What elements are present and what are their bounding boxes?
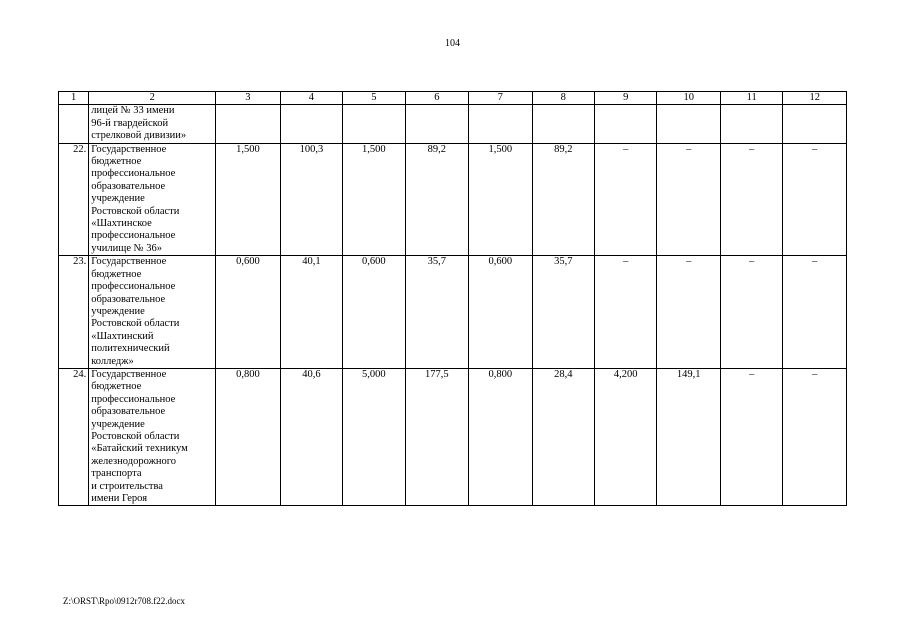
- value-cell: [343, 105, 405, 143]
- value-cell: 149,1: [657, 368, 720, 505]
- column-header: 6: [405, 92, 468, 105]
- table-row: [59, 256, 847, 369]
- value-cell: 0,600: [343, 256, 405, 369]
- institution-name-cell: лицей № 33 имени 96-й гвардейской стрелковой дивизии»: [89, 105, 216, 143]
- column-header: 3: [216, 92, 280, 105]
- value-cell: [280, 105, 342, 143]
- institution-name-cell: Государственное бюджетное профессиональное образовательное учреждение Ростовской области «Шахтинский политехнический колледж»: [89, 256, 216, 369]
- value-cell: [405, 105, 468, 143]
- value-cell: 89,2: [405, 143, 468, 256]
- column-header: 5: [343, 92, 405, 105]
- value-cell: 1,500: [469, 143, 532, 256]
- column-header: 12: [783, 92, 847, 105]
- value-cell: 40,1: [280, 256, 342, 369]
- column-header: 2: [89, 92, 216, 105]
- value-cell: 35,7: [532, 256, 594, 369]
- value-cell: [469, 105, 532, 143]
- column-header: 11: [720, 92, 782, 105]
- value-cell: 0,600: [469, 256, 532, 369]
- file-path-footer: Z:\ORST\Rpo\0912r708.f22.docx: [63, 596, 185, 606]
- value-cell: 0,800: [216, 368, 280, 505]
- value-cell: 0,800: [469, 368, 532, 505]
- value-cell: –: [720, 143, 782, 256]
- value-cell: –: [657, 143, 720, 256]
- column-header: 10: [657, 92, 720, 105]
- value-cell: [783, 105, 847, 143]
- column-header: 4: [280, 92, 342, 105]
- value-cell: 4,200: [595, 368, 657, 505]
- page-number: 104: [445, 38, 460, 49]
- institution-name-cell: Государственное бюджетное профессиональное образовательное учреждение Ростовской области «Батайский техникум железнодорожного транспорта и строительства имени Героя: [89, 368, 216, 505]
- value-cell: –: [783, 256, 847, 369]
- value-cell: –: [783, 143, 847, 256]
- value-cell: –: [783, 368, 847, 505]
- row-number-cell: 22.: [59, 143, 89, 256]
- row-number-cell: 24.: [59, 368, 89, 505]
- data-table: [58, 91, 847, 506]
- column-header: 9: [595, 92, 657, 105]
- column-header: 1: [59, 92, 89, 105]
- value-cell: –: [595, 256, 657, 369]
- value-cell: 89,2: [532, 143, 594, 256]
- table-header-row: [59, 92, 847, 105]
- value-cell: –: [720, 256, 782, 369]
- column-header: 7: [469, 92, 532, 105]
- value-cell: 100,3: [280, 143, 342, 256]
- value-cell: 5,000: [343, 368, 405, 505]
- row-number-cell: [59, 105, 89, 143]
- institution-name-cell: Государственное бюджетное профессиональное образовательное учреждение Ростовской области «Шахтинское профессиональное училище № 36»: [89, 143, 216, 256]
- value-cell: [532, 105, 594, 143]
- table-row: [59, 368, 847, 505]
- value-cell: [720, 105, 782, 143]
- value-cell: 1,500: [216, 143, 280, 256]
- value-cell: –: [657, 256, 720, 369]
- table-row: [59, 143, 847, 256]
- value-cell: 35,7: [405, 256, 468, 369]
- value-cell: [657, 105, 720, 143]
- value-cell: 40,6: [280, 368, 342, 505]
- value-cell: 0,600: [216, 256, 280, 369]
- row-number-cell: 23.: [59, 256, 89, 369]
- value-cell: 1,500: [343, 143, 405, 256]
- table-row: [59, 105, 847, 143]
- value-cell: [595, 105, 657, 143]
- column-header: 8: [532, 92, 594, 105]
- value-cell: –: [595, 143, 657, 256]
- value-cell: –: [720, 368, 782, 505]
- value-cell: 28,4: [532, 368, 594, 505]
- value-cell: [216, 105, 280, 143]
- value-cell: 177,5: [405, 368, 468, 505]
